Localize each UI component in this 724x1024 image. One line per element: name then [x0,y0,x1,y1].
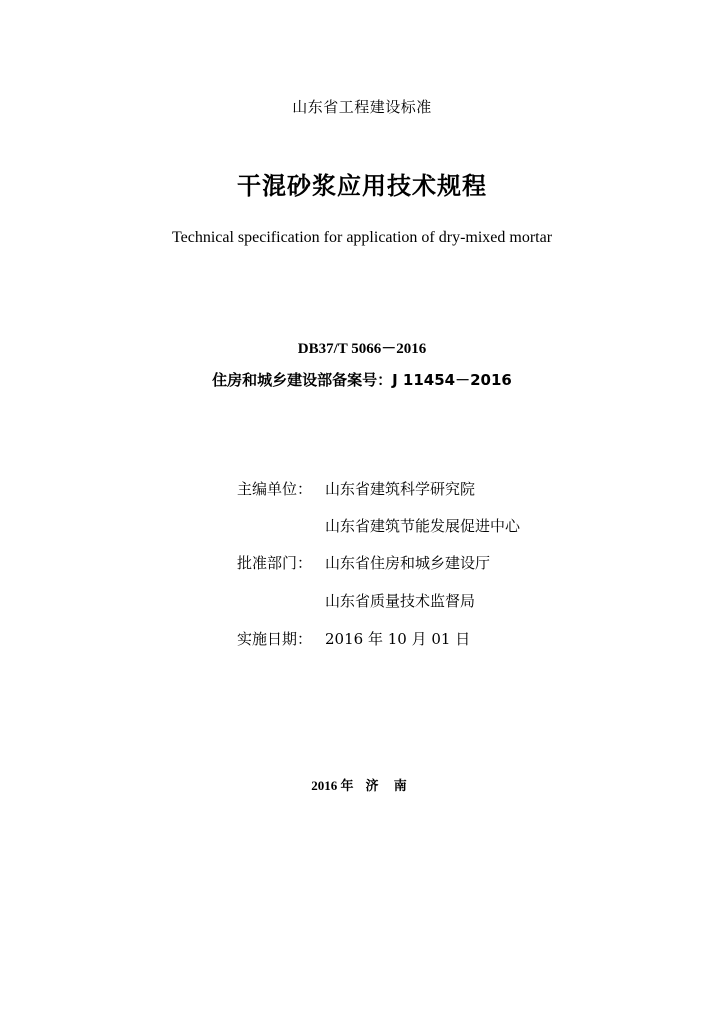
document-title: 干混砂浆应用技术规程 [237,172,487,200]
approve-row-1 [237,552,490,573]
editor-label: 主编单位： [237,480,313,498]
editor-value-2: 山东省建筑节能发展促进中心 [325,517,521,535]
standard-code: DB37/T 5066－2016 [297,341,427,357]
date-value: 2016 年 10 月 01 日 [325,630,471,648]
footer-year: 2016 年 [311,778,354,793]
approve-row-2 [237,590,475,611]
document-title-english: Technical specification for application of dry-mixed mortar [171,229,553,246]
approve-value-1: 山东省住房和城乡建设厅 [325,554,491,572]
date-row [237,628,470,649]
date-label: 实施日期： [237,630,313,648]
approve-label: 批准部门： [237,554,313,572]
standard-series: 山东省工程建设标准 [292,98,432,116]
editor-row-1 [237,478,475,499]
editor-row-2 [237,515,520,536]
editor-value-1: 山东省建筑科学研究院 [325,480,476,498]
record-number: 住房和城乡建设部备案号：J 11454－2016 [212,371,512,389]
footer [0,775,724,794]
footer-city: 济 南 [365,778,413,793]
approve-value-2: 山东省质量技术监督局 [325,592,476,610]
